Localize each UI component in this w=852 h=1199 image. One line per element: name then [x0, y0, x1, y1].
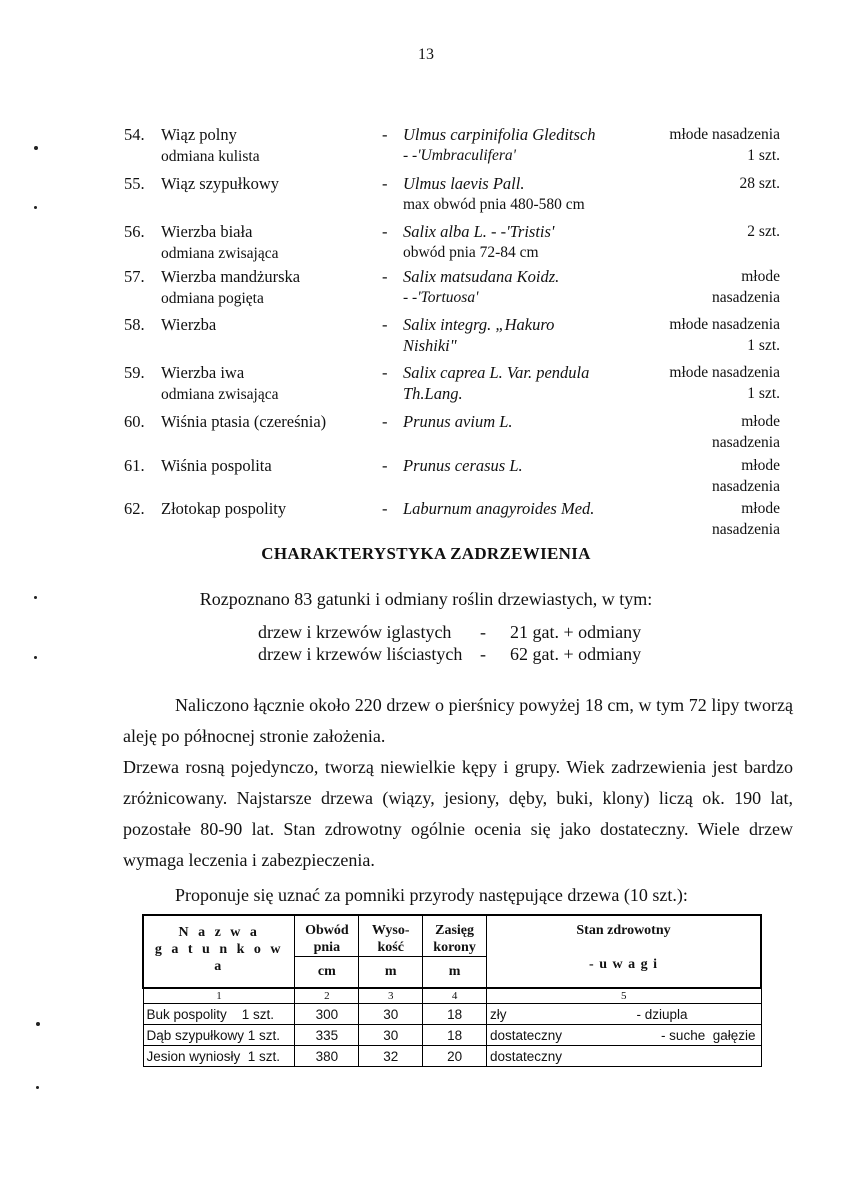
polish-name: Wierzba biała odmiana zwisająca	[161, 222, 279, 262]
state-cell: dostateczny	[487, 1046, 761, 1067]
height-cell: 32	[359, 1046, 423, 1067]
separator-dash: -	[382, 315, 388, 334]
column-number: 4	[423, 988, 487, 1004]
polish-name: Wierzba mandżurska odmiana pogięta	[161, 267, 301, 307]
latin-name: Ulmus laevis Pall. max obwód pnia 480-580 cm	[403, 174, 585, 213]
latin-name: Salix integrg. „Hakuro Nishiki"	[403, 315, 555, 355]
header-unit-m: m	[423, 957, 487, 989]
quantity: młode nasadzenia	[712, 413, 780, 451]
circumference-cell: 300	[295, 1004, 359, 1025]
header-unit-m: m	[359, 957, 423, 989]
separator-dash: -	[382, 222, 388, 241]
breakdown-dash: -	[480, 644, 486, 664]
latin-name: Ulmus carpinifolia Gleditsch - -'Umbraculifera'	[403, 125, 596, 164]
table-row	[143, 1025, 761, 1046]
scan-speck	[34, 206, 37, 209]
intro-text: Rozpoznano 83 gatunki i odmiany roślin drzewiastych, w tym:	[199, 589, 653, 609]
height-cell: 30	[359, 1004, 423, 1025]
quantity: 2 szt.	[747, 223, 780, 240]
breakdown-label: drzew i krzewów liściastych	[258, 644, 463, 664]
remark: - suche gałęzie	[660, 1027, 756, 1043]
separator-dash: -	[382, 125, 388, 144]
entry-number: 56.	[124, 222, 145, 241]
scan-speck	[34, 656, 37, 659]
scan-speck	[36, 1086, 39, 1089]
separator-dash: -	[382, 456, 388, 475]
latin-name: Salix alba L. - -'Tristis' obwód pnia 72-84 cm	[403, 222, 555, 261]
circumference-cell: 380	[295, 1046, 359, 1067]
latin-name: Salix caprea L. Var. pendula Th.Lang.	[403, 363, 590, 403]
crown-cell: 18	[423, 1025, 487, 1046]
breakdown-value: 21 gat. + odmiany	[510, 622, 642, 642]
quantity: młode nasadzenia 1 szt.	[669, 364, 780, 402]
entry-number: 59.	[124, 363, 145, 382]
paragraph-tree-condition: Drzewa rosną pojedynczo, tworzą niewielkie kępy i grupy. Wiek zadrzewienia jest bardzo zróżnicowany. Najstarsze drzewa (wiązy, jesiony, dęby, buki, klony) liczą ok. 190 lat, pozostałe 80-90 lat. Stan zdrowotny ogólnie ocenia się jako dostateczny. Wiele drzew wymaga leczenia i zabezpieczenia.	[123, 757, 793, 870]
table-row	[143, 1046, 761, 1067]
breakdown-dash: -	[480, 622, 486, 642]
height-cell: 30	[359, 1025, 423, 1046]
state-cell: dostateczny - suche gałęzie	[487, 1025, 761, 1046]
separator-dash: -	[382, 499, 388, 518]
quantity: 28 szt.	[739, 175, 780, 192]
quantity: młode nasadzenia	[712, 500, 780, 538]
polish-name: Wierzba	[161, 315, 217, 334]
entry-number: 62.	[124, 499, 145, 518]
polish-name: Wiąz polny odmiana kulista	[161, 125, 260, 165]
entry-number: 58.	[124, 315, 145, 334]
quantity: młode nasadzenia 1 szt.	[669, 316, 780, 354]
quantity: młode nasadzenia	[712, 457, 780, 495]
paragraph-monuments-intro: Proponuje się uznać za pomniki przyrody następujące drzewa (10 szt.):	[175, 885, 688, 905]
breakdown-label: drzew i krzewów iglastych	[258, 622, 452, 642]
quantity: młode nasadzenia	[712, 268, 780, 306]
section-title: CHARAKTERYSTYKA ZADRZEWIENIA	[261, 544, 591, 563]
paragraph-tree-count: Naliczono łącznie około 220 drzew o pierśnicy powyżej 18 cm, w tym 72 lipy tworzą aleję po północnej stronie założenia.	[123, 695, 793, 746]
remark: - dziupla	[636, 1006, 688, 1022]
species-cell: Buk pospolity 1 szt.	[143, 1004, 295, 1025]
header-unit-cm: cm	[295, 957, 359, 989]
header-species-name: N a z w a g a t u n k o w a	[143, 915, 295, 988]
polish-name: Złotokap pospolity	[161, 499, 287, 518]
quantity: młode nasadzenia 1 szt.	[669, 126, 780, 164]
species-cell: Dąb szypułkowy 1 szt.	[143, 1025, 295, 1046]
polish-name: Wiśnia pospolita	[161, 456, 272, 475]
crown-cell: 20	[423, 1046, 487, 1067]
column-number: 3	[359, 988, 423, 1004]
entry-number: 61.	[124, 456, 145, 475]
breakdown-value: 62 gat. + odmiany	[510, 644, 642, 664]
separator-dash: -	[382, 363, 388, 382]
column-number: 2	[295, 988, 359, 1004]
entry-number: 57.	[124, 267, 145, 286]
species-cell: Jesion wyniosły 1 szt.	[143, 1046, 295, 1067]
entry-number: 54.	[124, 125, 145, 144]
scan-speck	[34, 146, 38, 150]
header-crown: Zasięg korony	[423, 915, 487, 957]
latin-name: Salix matsudana Koidz. - -'Tortuosa'	[403, 267, 560, 306]
column-number: 5	[487, 988, 761, 1004]
header-health-state: Stan zdrowotny - u w a g i	[487, 915, 761, 988]
latin-name: Laburnum anagyroides Med.	[403, 499, 595, 518]
circumference-cell: 335	[295, 1025, 359, 1046]
polish-name: Wierzba iwa odmiana zwisająca	[161, 363, 279, 403]
separator-dash: -	[382, 267, 388, 286]
table-row	[143, 1004, 761, 1025]
latin-name: Prunus cerasus L.	[403, 456, 523, 475]
polish-name: Wiąz szypułkowy	[161, 174, 280, 193]
separator-dash: -	[382, 174, 388, 193]
entry-number: 55.	[124, 174, 145, 193]
scan-speck	[34, 596, 37, 599]
monuments-table	[142, 914, 762, 1067]
column-number: 1	[143, 988, 295, 1004]
header-circumference: Obwód pnia	[295, 915, 359, 957]
polish-name: Wiśnia ptasia (czereśnia)	[161, 412, 327, 431]
state-cell: zły - dziupla	[487, 1004, 761, 1025]
column-number-row	[143, 988, 761, 1004]
separator-dash: -	[382, 412, 388, 431]
header-height: Wyso- kość	[359, 915, 423, 957]
entry-number: 60.	[124, 412, 145, 431]
crown-cell: 18	[423, 1004, 487, 1025]
page-number: 13	[418, 46, 434, 63]
latin-name: Prunus avium L.	[403, 412, 513, 431]
scan-speck	[36, 1022, 40, 1026]
